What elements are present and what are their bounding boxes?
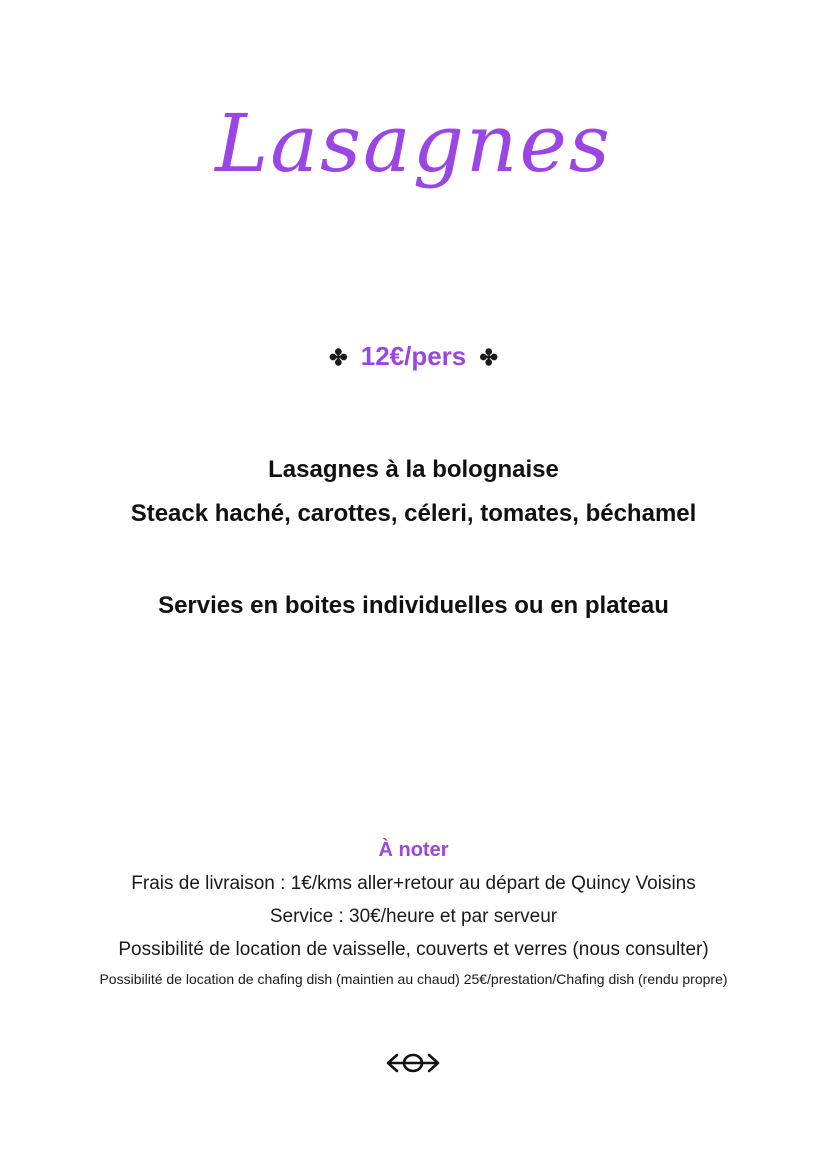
serving-info: Servies en boites individuelles ou en plateau — [158, 592, 669, 619]
clover-right-icon: ✤ — [479, 345, 498, 370]
note-chafing-dish: Possibilité de location de chafing dish (maintien au chaud) 25€/prestation/Chafing dish (rendu propre) — [99, 971, 728, 987]
dish-ingredients: Steack haché, carottes, céleri, tomates, béchamel — [130, 500, 697, 527]
price-text: 12€/pers — [360, 341, 467, 371]
price-line — [0, 336, 827, 378]
note-service: Service : 30€/heure et par serveur — [269, 906, 558, 927]
dish-name: Lasagnes à la bolognaise — [268, 456, 559, 483]
arrows-circle-ornament-icon — [383, 1048, 443, 1078]
notes-section — [0, 833, 827, 992]
note-delivery: Frais de livraison : 1€/kms aller+retour au départ de Quincy Voisins — [131, 873, 696, 894]
dish-description — [0, 448, 827, 536]
clover-left-icon: ✤ — [329, 345, 348, 370]
note-tableware: Possibilité de location de vaisselle, couverts et verres (nous consulter) — [118, 939, 709, 960]
notes-title: À noter — [378, 839, 449, 861]
page-title: Lasagnes — [215, 97, 612, 190]
